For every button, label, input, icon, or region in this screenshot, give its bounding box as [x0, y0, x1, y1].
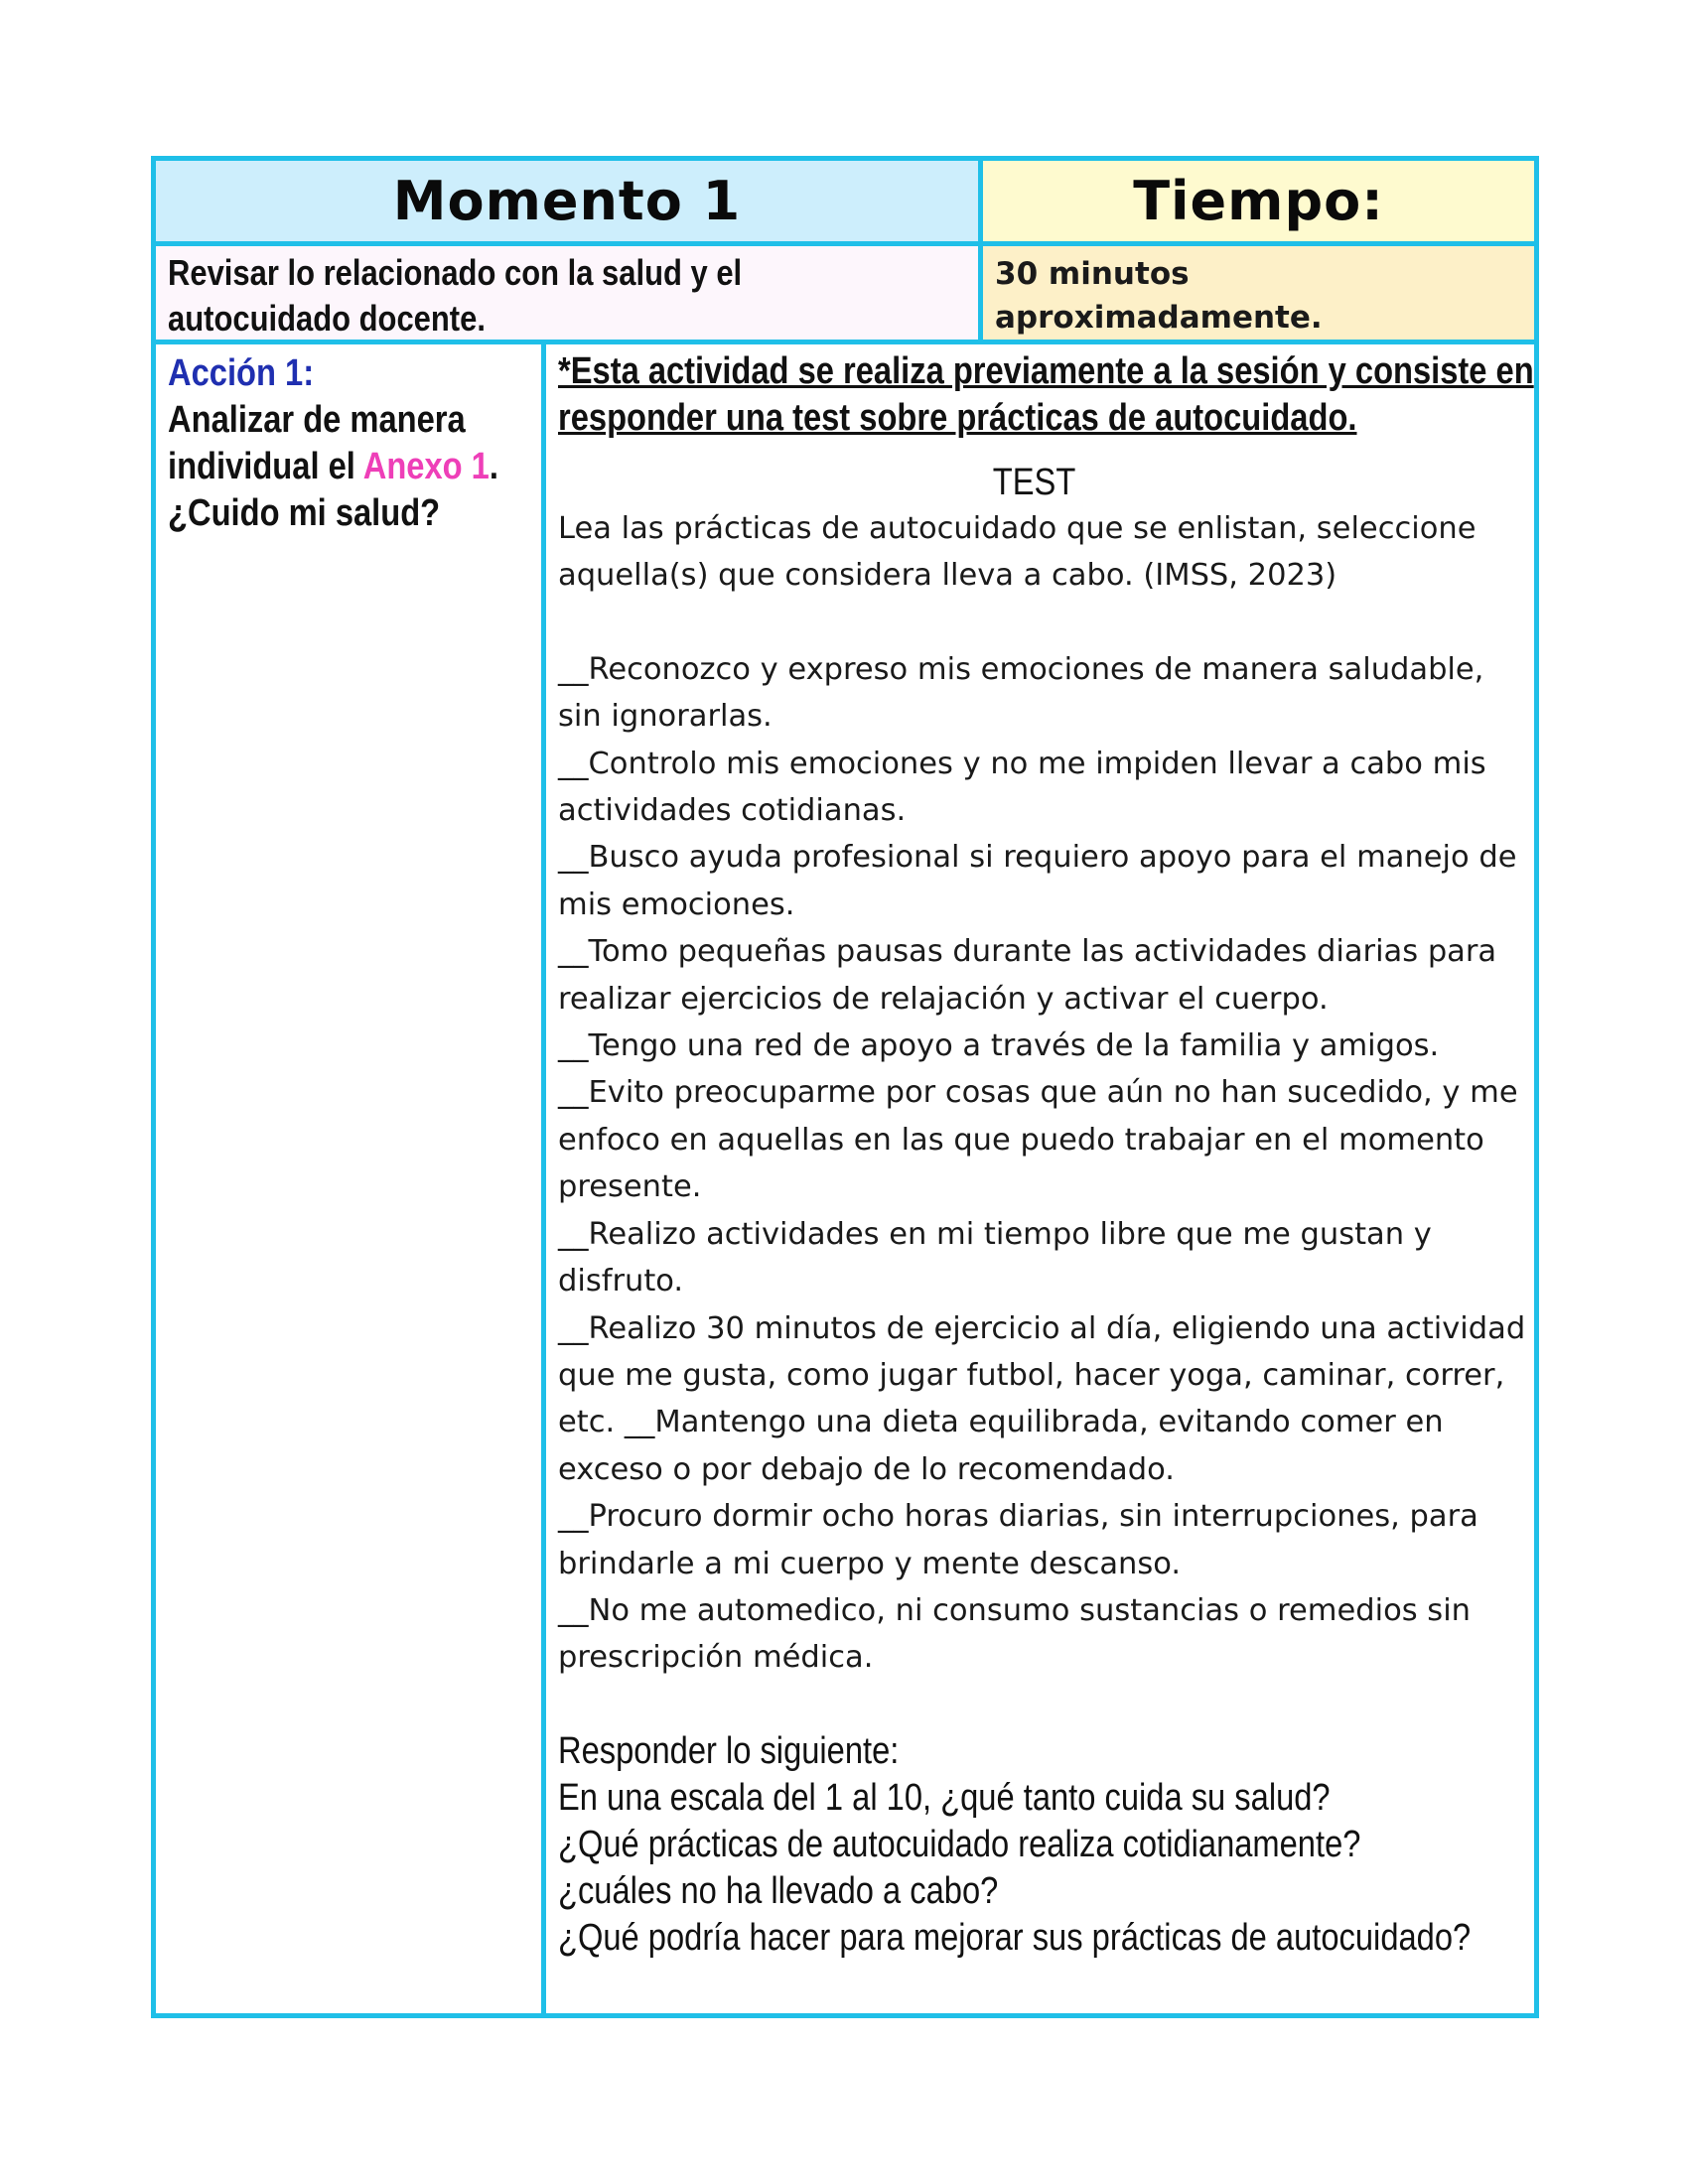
test-title-text: TEST: [993, 462, 1076, 503]
header-divider: [978, 161, 983, 344]
checklist-item: __Tengo una red de apoyo a través de la familia y amigos.: [558, 1028, 1440, 1064]
accion-line-1: Analizar de manera: [168, 399, 466, 441]
checklist-item: __Reconozco y expreso mis emociones de manera saludable, sin ignorarlas.: [558, 651, 1484, 735]
moment-table: [151, 156, 1539, 2018]
anexo-link[interactable]: Anexo 1: [362, 446, 490, 487]
accion-cell: [156, 344, 541, 2013]
duration-cell: [983, 246, 1534, 340]
checklist-item: __Realizo actividades en mi tiempo libre que me gustan y disfruto.: [558, 1216, 1432, 1299]
test-title: [558, 460, 1511, 505]
question: ¿Qué podría hacer para mejorar sus prácticas de autocuidado?: [558, 1916, 1472, 1959]
momento-header-cell: [156, 161, 978, 241]
checklist-item: __Controlo mis emociones y no me impiden llevar a cabo mis actividades cotidianas.: [558, 746, 1486, 829]
objective-cell: [156, 246, 978, 340]
question-intro: Responder lo siguiente:: [558, 1729, 900, 1772]
column-divider: [541, 344, 546, 2013]
tiempo-header-cell: [983, 161, 1534, 241]
objective-line-2: autocuidado docente.: [168, 298, 486, 339]
question: En una escala del 1 al 10, ¿qué tanto cuida su salud?: [558, 1776, 1331, 1819]
duration-line-1: 30 minutos: [995, 256, 1190, 292]
spacer: [558, 600, 1534, 646]
duration-line-2: aproximadamente.: [995, 300, 1323, 336]
accion-line-2-prefix: individual el: [168, 446, 363, 487]
spacer: [558, 1682, 1534, 1728]
row-divider: [156, 241, 1534, 246]
checklist-item: __No me automedico, ni consumo sustancias o remedios sin prescripción médica.: [558, 1592, 1472, 1676]
test-instructions: Lea las prácticas de autocuidado que se enlistan, seleccione aquella(s) que considera lleva a cabo. (IMSS, 2023): [558, 511, 1477, 594]
checklist-item: __Procuro dormir ocho horas diarias, sin interrupciones, para brindarle a mi cuerpo y mente descanso.: [558, 1499, 1478, 1581]
activity-note: *Esta actividad se realiza previamente a la sesión y consiste en responder una test sobre prácticas de autocuidado.: [558, 350, 1534, 439]
question: ¿Qué prácticas de autocuidado realiza cotidianamente?: [558, 1823, 1361, 1865]
objective-line-1: Revisar lo relacionado con la salud y el: [168, 252, 743, 293]
question: ¿cuáles no ha llevado a cabo?: [558, 1869, 999, 1912]
checklist-item: __Realizo 30 minutos de ejercicio al día, eligiendo una actividad que me gusta, como jugar futbol, hacer yoga, caminar, correr, etc. __Mantengo una dieta equilibrada, evitando comer en exceso o por debajo de lo recomendado.: [558, 1310, 1526, 1487]
momento-title: Momento 1: [392, 170, 742, 232]
checklist-item: __Evito preocuparme por cosas que aún no han sucedido, y me enfoco en aquellas en las que puedo trabajar en el momento presente.: [558, 1075, 1518, 1205]
accion-line-3: ¿Cuido mi salud?: [168, 492, 441, 534]
checklist-item: __Tomo pequeñas pausas durante las actividades diarias para realizar ejercicios de relajación y activar el cuerpo.: [558, 934, 1497, 1017]
accion-line-2: [168, 444, 498, 490]
tiempo-title: Tiempo:: [1133, 170, 1384, 232]
activity-cell: [546, 344, 1534, 2013]
accion-label: Acción 1:: [168, 352, 315, 394]
row-divider: [156, 340, 1534, 344]
checklist-item: __Busco ayuda profesional si requiero apoyo para el manejo de mis emociones.: [558, 840, 1517, 922]
accion-line-2-suffix: .: [489, 446, 498, 487]
